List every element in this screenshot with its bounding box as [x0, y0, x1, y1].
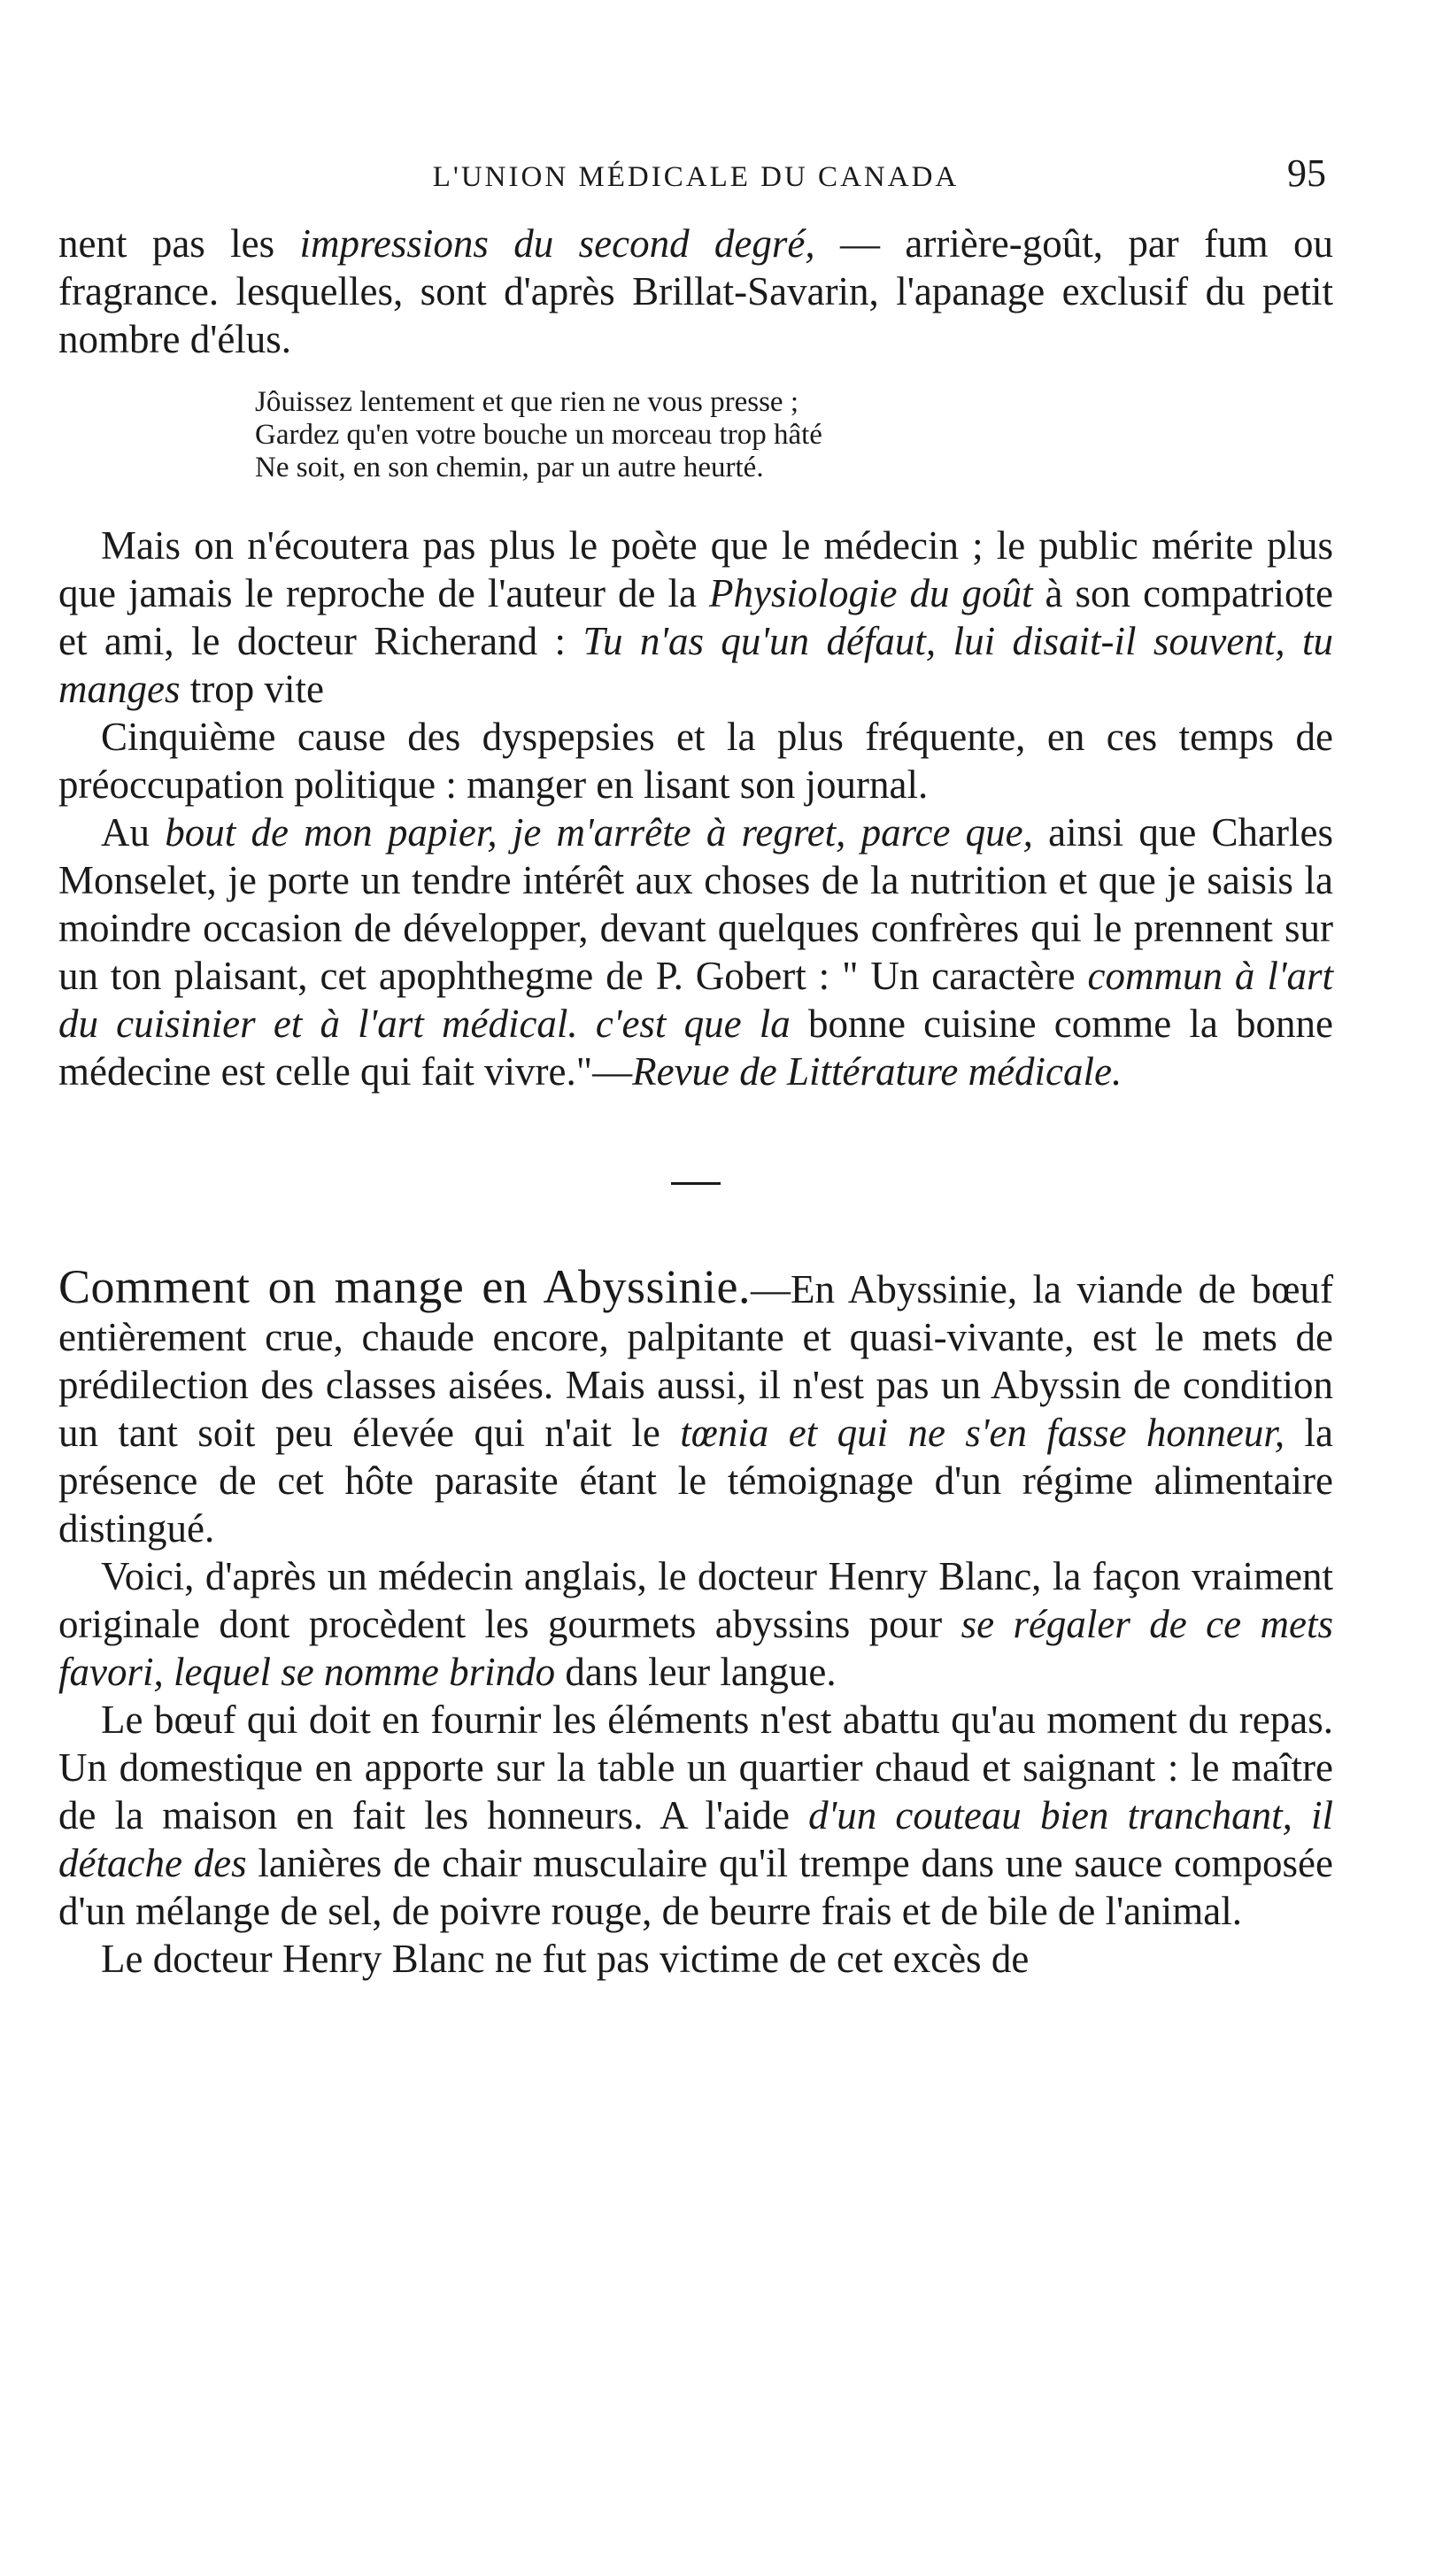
running-header	[58, 151, 1333, 213]
verse-line: Jôuissez lentement et que rien ne vous presse ;	[255, 386, 799, 418]
paragraph-bout-papier: Au bout de mon papier, je m'arrête à regret, parce que, ainsi que Charles Monselet, je porte un tendre intérêt aux choses de la nutrition et que je saisis la moindre occasion de développer, devant quelques confrères qui le prennent sur un ton plaisant, cet apophthegme de P. Gobert : " Un caractère commun à l'art du cuisinier et à l'art médical. c'est que la bonne cuisine comme la bonne médecine est celle qui fait vivre."—Revue de Littérature médicale.	[58, 810, 1334, 1094]
paragraph-abyssinie: Comment on mange en Abyssinie.—En Abyssinie, la viande de bœuf entièrement crue, chaude encore, palpitante et quasi-vivante, est le mets de prédilection des classes aisées. Mais aussi, il n'est pas un Abyssin de condition un tant soit peu élevée qui n'ait le tœnia et qui ne s'en fasse honneur, la présence de cet hôte parasite étant le témoignage d'un régime alimentaire distingué.	[58, 1260, 1333, 1551]
article-heading: Comment on mange en Abyssinie.	[58, 1260, 751, 1313]
paragraph-continuation: nent pas les impressions du second degré, — arrière-goût, par fum ou fragrance. lesquelles, sont d'après Brillat-Savarin, l'apanage exclusif du petit nombre d'élus.	[58, 221, 1333, 361]
journal-title: L'UNION MÉDICALE DU CANADA	[432, 161, 960, 193]
paragraph-last-line: Le docteur Henry Blanc ne fut pas victime de cet excès de	[101, 1937, 1030, 1981]
paragraph-henry-blanc: Voici, d'après un médecin anglais, le docteur Henry Blanc, la façon vraiment originale dont procèdent les gourmets abyssins pour se régaler de ce mets favori, lequel se nomme brindo dans leur langue.	[58, 1554, 1333, 1694]
paragraph-cinquieme-cause: Cinquième cause des dyspepsies et la plus fréquente, en ces temps de préoccupation politique : manger en lisant son journal.	[58, 715, 1333, 807]
page-number: 95	[1287, 151, 1326, 195]
verse-line: Gardez qu'en votre bouche un morceau trop hâté	[255, 419, 822, 451]
verse-line: Ne soit, en son chemin, par un autre heurté.	[255, 452, 764, 483]
paragraph-poete-medecin: Mais on n'écoutera pas plus le poète que le médecin ; le public mérite plus que jamais le reproche de l'auteur de la Physiologie du goût à son compatriote et ami, le docteur Richerand : Tu n'as qu'un défaut, lui disait-il souvent, tu manges trop vite	[58, 523, 1333, 711]
section-divider	[671, 1182, 721, 1185]
verse-quote	[255, 386, 1333, 484]
page	[58, 151, 1333, 1983]
paragraph-boeuf: Le bœuf qui doit en fournir les éléments n'est abattu qu'au moment du repas. Un domestique en apporte sur la table un quartier chaud et saignant : le maître de la maison en fait les honneurs. A l'aide d'un couteau bien tranchant, il détache des lanières de chair musculaire qu'il trempe dans une sauce composée d'un mélange de sel, de poivre rouge, de beurre frais et de bile de l'animal.	[58, 1698, 1333, 1933]
